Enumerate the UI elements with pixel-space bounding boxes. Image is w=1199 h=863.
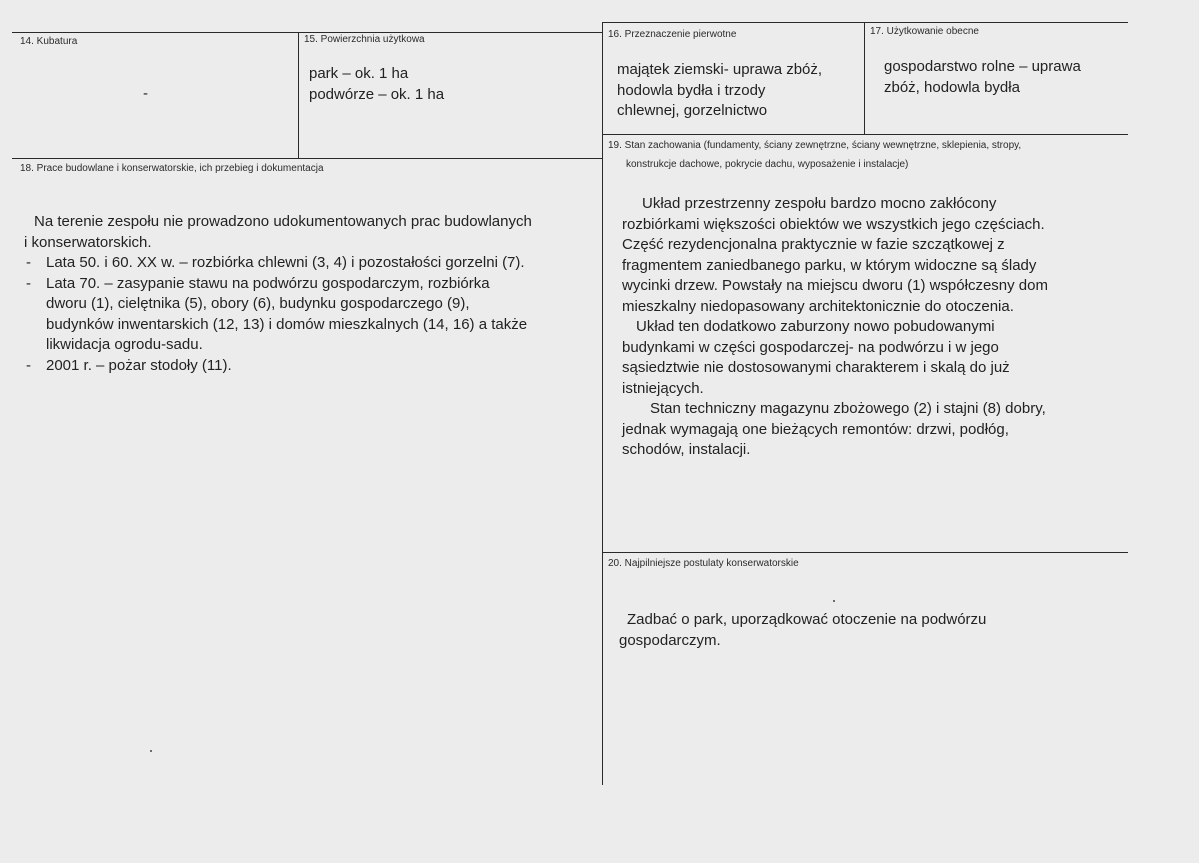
scan-speck bbox=[833, 600, 835, 602]
field-16-label: 16. Przeznaczenie pierwotne bbox=[608, 29, 737, 40]
text-line: schodów, instalacji. bbox=[622, 441, 751, 458]
list-dash: - bbox=[26, 274, 31, 292]
scan-speck bbox=[150, 750, 152, 752]
intro-line: i konserwatorskich. bbox=[24, 233, 152, 251]
field-18-label: 18. Prace budowlane i konserwatorskie, ich przebieg i dokumentacja bbox=[20, 163, 324, 174]
list-item-line: Lata 70. – zasypanie stawu na podwórzu gospodarczym, rozbiórka bbox=[46, 274, 490, 292]
label-line: 19. Stan zachowania (fundamenty, ściany zewnętrzne, ściany wewnętrzne, sklepienia, stropy, bbox=[608, 140, 1022, 151]
text-line: Układ ten dodatkowo zaburzony nowo pobudowanymi bbox=[636, 318, 995, 335]
text-line: Część rezydencjonalna praktycznie w fazie szczątkowej z bbox=[622, 236, 1005, 253]
text-line: istniejących. bbox=[622, 379, 704, 397]
list-item-line: Lata 50. i 60. XX w. – rozbiórka chlewni (3, 4) i pozostałości gorzelni (7). bbox=[46, 254, 525, 271]
list-dash: - bbox=[26, 254, 31, 271]
list-item bbox=[24, 274, 532, 356]
field-14-value: - bbox=[143, 85, 148, 102]
field-20-value bbox=[619, 610, 986, 651]
text-line: Układ przestrzenny zespołu bardzo mocno zakłócony bbox=[642, 195, 997, 212]
text-line: Zadbać o park, uporządkować otoczenie na podwórzu bbox=[627, 611, 987, 628]
text-line: sąsiedztwie nie dostosowanymi charakterem i skalą do już bbox=[622, 359, 1010, 376]
text-line: wycinki drzew. Powstały na miejscu dworu (1) współczesny dom bbox=[622, 277, 1048, 294]
text-line: gospodarstwo rolne – uprawa bbox=[884, 58, 1081, 75]
field-16-value bbox=[617, 60, 822, 122]
list-item-line: budynków inwentarskich (12, 13) i domów mieszkalnych (14, 16) a także bbox=[46, 315, 528, 333]
text-line: jednak wymagają one bieżących remontów: drzwi, podłóg, bbox=[622, 420, 1009, 438]
field-17-value bbox=[884, 57, 1081, 98]
list-item bbox=[24, 356, 532, 377]
field-15-label: 15. Powierzchnia użytkowa bbox=[304, 34, 425, 45]
text-line: mieszkalny niedopasowany architektonicznie do otoczenia. bbox=[622, 297, 1014, 315]
text-line: podwórze – ok. 1 ha bbox=[309, 85, 445, 103]
field-19-label bbox=[608, 139, 1021, 172]
rule-under-16-17 bbox=[602, 134, 1128, 135]
list-item bbox=[24, 253, 532, 274]
divider-14-15 bbox=[298, 32, 299, 158]
rule-above-20 bbox=[602, 552, 1128, 553]
field-19-value bbox=[622, 194, 1048, 461]
main-vertical-divider bbox=[602, 22, 603, 785]
field-15-value bbox=[309, 64, 444, 105]
text-line: hodowla bydła i trzody bbox=[617, 81, 766, 99]
field-17-label: 17. Użytkowanie obecne bbox=[870, 26, 979, 37]
text-line: zbóż, hodowla bydła bbox=[884, 78, 1020, 96]
field-14-label: 14. Kubatura bbox=[20, 36, 78, 47]
rule-under-14-15 bbox=[12, 158, 602, 159]
intro-line: Na terenie zespołu nie prowadzono udokumentowanych prac budowlanych bbox=[34, 213, 532, 230]
text-line: chlewnej, gorzelnictwo bbox=[617, 102, 768, 119]
text-line: park – ok. 1 ha bbox=[309, 65, 409, 82]
list-item-line: dworu (1), cielętnika (5), obory (6), budynku gospodarczego (9), bbox=[46, 295, 470, 312]
divider-16-17 bbox=[864, 22, 865, 134]
label-line: konstrukcje dachowe, pokrycie dachu, wyposażenie i instalacje) bbox=[626, 159, 909, 170]
field-20-label: 20. Najpilniejsze postulaty konserwatorskie bbox=[608, 558, 799, 569]
text-line: Stan techniczny magazynu zbożowego (2) i stajni (8) dobry, bbox=[650, 400, 1046, 417]
list-dash: - bbox=[26, 356, 31, 374]
text-line: gospodarczym. bbox=[619, 631, 721, 649]
top-rule-right bbox=[602, 22, 1128, 23]
text-line: fragmentem zaniedbanego parku, w którym widoczne są ślady bbox=[622, 256, 1037, 274]
text-line: budynkami w części gospodarczej- na podwórzu i w jego bbox=[622, 338, 999, 356]
list-item-line: likwidacja ogrodu-sadu. bbox=[46, 336, 203, 353]
text-line: majątek ziemski- uprawa zbóż, bbox=[617, 61, 823, 78]
field-18-value bbox=[24, 212, 532, 376]
text-line: rozbiórkami większości obiektów we wszystkich jego częściach. bbox=[622, 215, 1045, 233]
top-rule-left bbox=[12, 32, 602, 33]
list-item-line: 2001 r. – pożar stodoły (11). bbox=[46, 356, 232, 374]
